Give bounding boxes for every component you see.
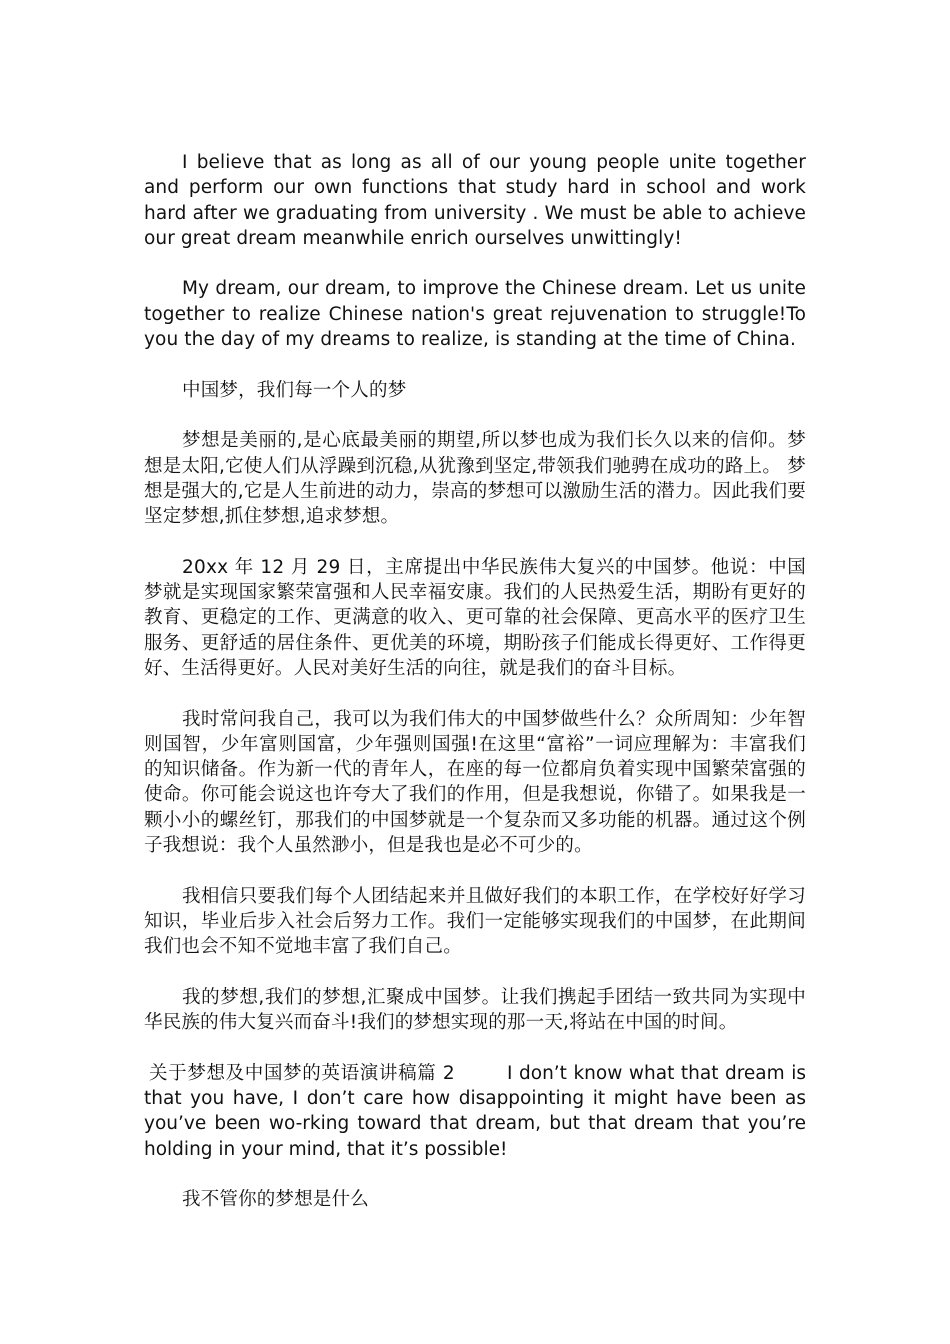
paragraph-4: 梦想是美丽的,是心底最美丽的期望,所以梦也成为我们长久以来的信仰。梦想是太阳,它使人们从浮躁到沉稳,从犹豫到坚定,带领我们驰骋在成功的路上。 梦想是强大的,它是人生前进的动力，崇高的梦想可以激励生活的潜力。因此我们要坚定梦想,抓住梦想,追求梦想。 — [144, 430, 806, 528]
paragraph-9: 关于梦想及中国梦的英语演讲稿篇 2 I don’t know what that dream is that you have, I don’t care how disappointing it might have been as you’ve been wo-rking toward that dream, but that dream that you’re holding in your mind, that it’s possible! — [144, 1062, 812, 1160]
paragraph-8: 我的梦想,我们的梦想,汇聚成中国梦。让我们携起手团结一致共同为实现中华民族的伟大复兴而奋斗!我们的梦想实现的那一天,将站在中国的时间。 — [144, 986, 806, 1034]
paragraph-10: 我不管你的梦想是什么 — [182, 1189, 370, 1211]
section-heading: 中国梦，我们每一个人的梦 — [182, 379, 407, 401]
paragraph-2: My dream, our dream, to improve the Chinese dream. Let us unite together to realize Chinese nation's great rejuvenation to struggle!To you the day of my dreams to realize, is standing at the time of China. — [144, 278, 806, 351]
document-body — [144, 150, 812, 1238]
paragraph-5: 20xx 年 12 月 29 日，主席提出中华民族伟大复兴的中国梦。他说：中国梦就是实现国家繁荣富强和人民幸福安康。我们的人民热爱生活，期盼有更好的教育、更稳定的工作、更满意的收入、更可靠的社会保障、更高水平的医疗卫生服务、更舒适的居住条件、更优美的环境，期盼孩子们能成长得更好、工作得更好、生活得更好。人民对美好生活的向往，就是我们的奋斗目标。 — [144, 556, 806, 679]
paragraph-7: 我相信只要我们每个人团结起来并且做好我们的本职工作，在学校好好学习知识，毕业后步入社会后努力工作。我们一定能够实现我们的中国梦，在此期间我们也会不知不觉地丰富了我们自己。 — [144, 885, 806, 958]
paragraph-1: I believe that as long as all of our young people unite together and perform our own functions that study hard in school and work hard after we graduating from university . We must be able to achieve our great dream meanwhile enrich ourselves unwittingly! — [144, 152, 806, 249]
paragraph-6: 我时常问我自己，我可以为我们伟大的中国梦做些什么？众所周知：少年智则国智，少年富则国富，少年强则国强!在这里“富裕”一词应理解为：丰富我们的知识储备。作为新一代的青年人，在座的每一位都肩负着实现中国繁荣富强的使命。你可能会说这也许夸大了我们的作用，但是我想说，你错了。如果我是一颗小小的螺丝钉，那我们的中国梦就是一个复杂而又多功能的机器。通过这个例子我想说：我个人虽然渺小，但是我也是必不可少的。 — [144, 708, 806, 857]
